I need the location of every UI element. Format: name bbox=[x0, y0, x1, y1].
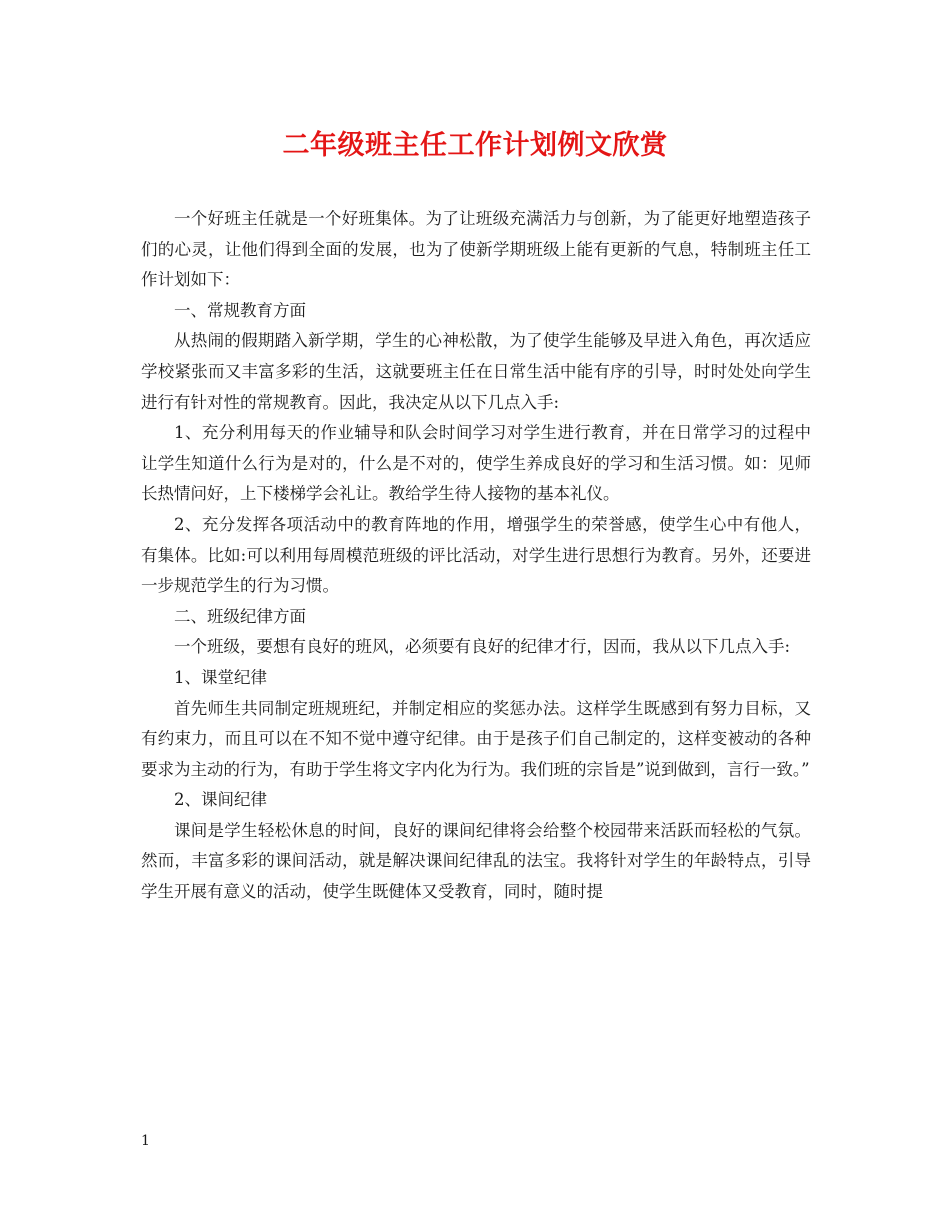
document-title: 二年级班主任工作计划例文欣赏 bbox=[282, 130, 668, 161]
section-heading-class-discipline: 二、班级纪律方面 bbox=[174, 606, 306, 626]
document-body bbox=[141, 204, 811, 908]
paragraph-routine-item-2: 2、充分发挥各项活动中的教育阵地的作用，增强学生的荣誉感，使学生心中有他人，有集体。比如:可以利用每周模范班级的评比活动，对学生进行思想行为教育。另外，还要进一步规范学生的行为习惯。 bbox=[141, 514, 811, 596]
page-number: 1 bbox=[141, 1133, 150, 1149]
paragraph-class-discipline: 一个班级，要想有良好的班风，必须要有良好的纪律才行，因而，我从以下几点入手: bbox=[174, 637, 791, 657]
paragraph-routine-item-1: 1、充分利用每天的作业辅导和队会时间学习对学生进行教育，并在日常学习的过程中让学生知道什么行为是对的，什么是不对的，使学生养成良好的学习和生活习惯。如：见师长热情问好，上下楼梯学会礼让。教给学生待人接物的基本礼仪。 bbox=[141, 423, 811, 504]
subheading-recess-discipline: 2、课间纪律 bbox=[174, 790, 267, 810]
paragraph-classroom-discipline: 首先师生共同制定班规班纪，并制定相应的奖惩办法。这样学生既感到有努力目标，又有约束力，而且可以在不知不觉中遵守纪律。由于是孩子们自己制定的，这样变被动的各种要求为主动的行为，有助于学生将文字内化为行为。我们班的宗旨是”说到做到，言行一致。” bbox=[141, 698, 811, 779]
paragraph-intro: 一个好班主任就是一个好班集体。为了让班级充满活力与创新，为了能更好地塑造孩子们的心灵，让他们得到全面的发展，也为了使新学期班级上能有更新的气息，特制班主任工作计划如下： bbox=[141, 209, 811, 290]
subheading-classroom-discipline: 1、课堂纪律 bbox=[174, 667, 267, 687]
section-heading-routine-education: 一、常规教育方面 bbox=[174, 300, 306, 320]
paragraph-routine-education: 从热闹的假期踏入新学期，学生的心神松散，为了使学生能够及早进入角色，再次适应学校紧张而又丰富多彩的生活，这就要班主任在日常生活中能有序的引导，时时处处向学生进行有针对性的常规教育。因此，我决定从以下几点入手: bbox=[141, 331, 811, 412]
paragraph-recess-discipline: 课间是学生轻松休息的时间，良好的课间纪律将会给整个校园带来活跃而轻松的气氛。然而，丰富多彩的课间活动，就是解决课间纪律乱的法宝。我将针对学生的年龄特点，引导学生开展有意义的活动，使学生既健体又受教育，同时，随时提 bbox=[141, 820, 811, 902]
